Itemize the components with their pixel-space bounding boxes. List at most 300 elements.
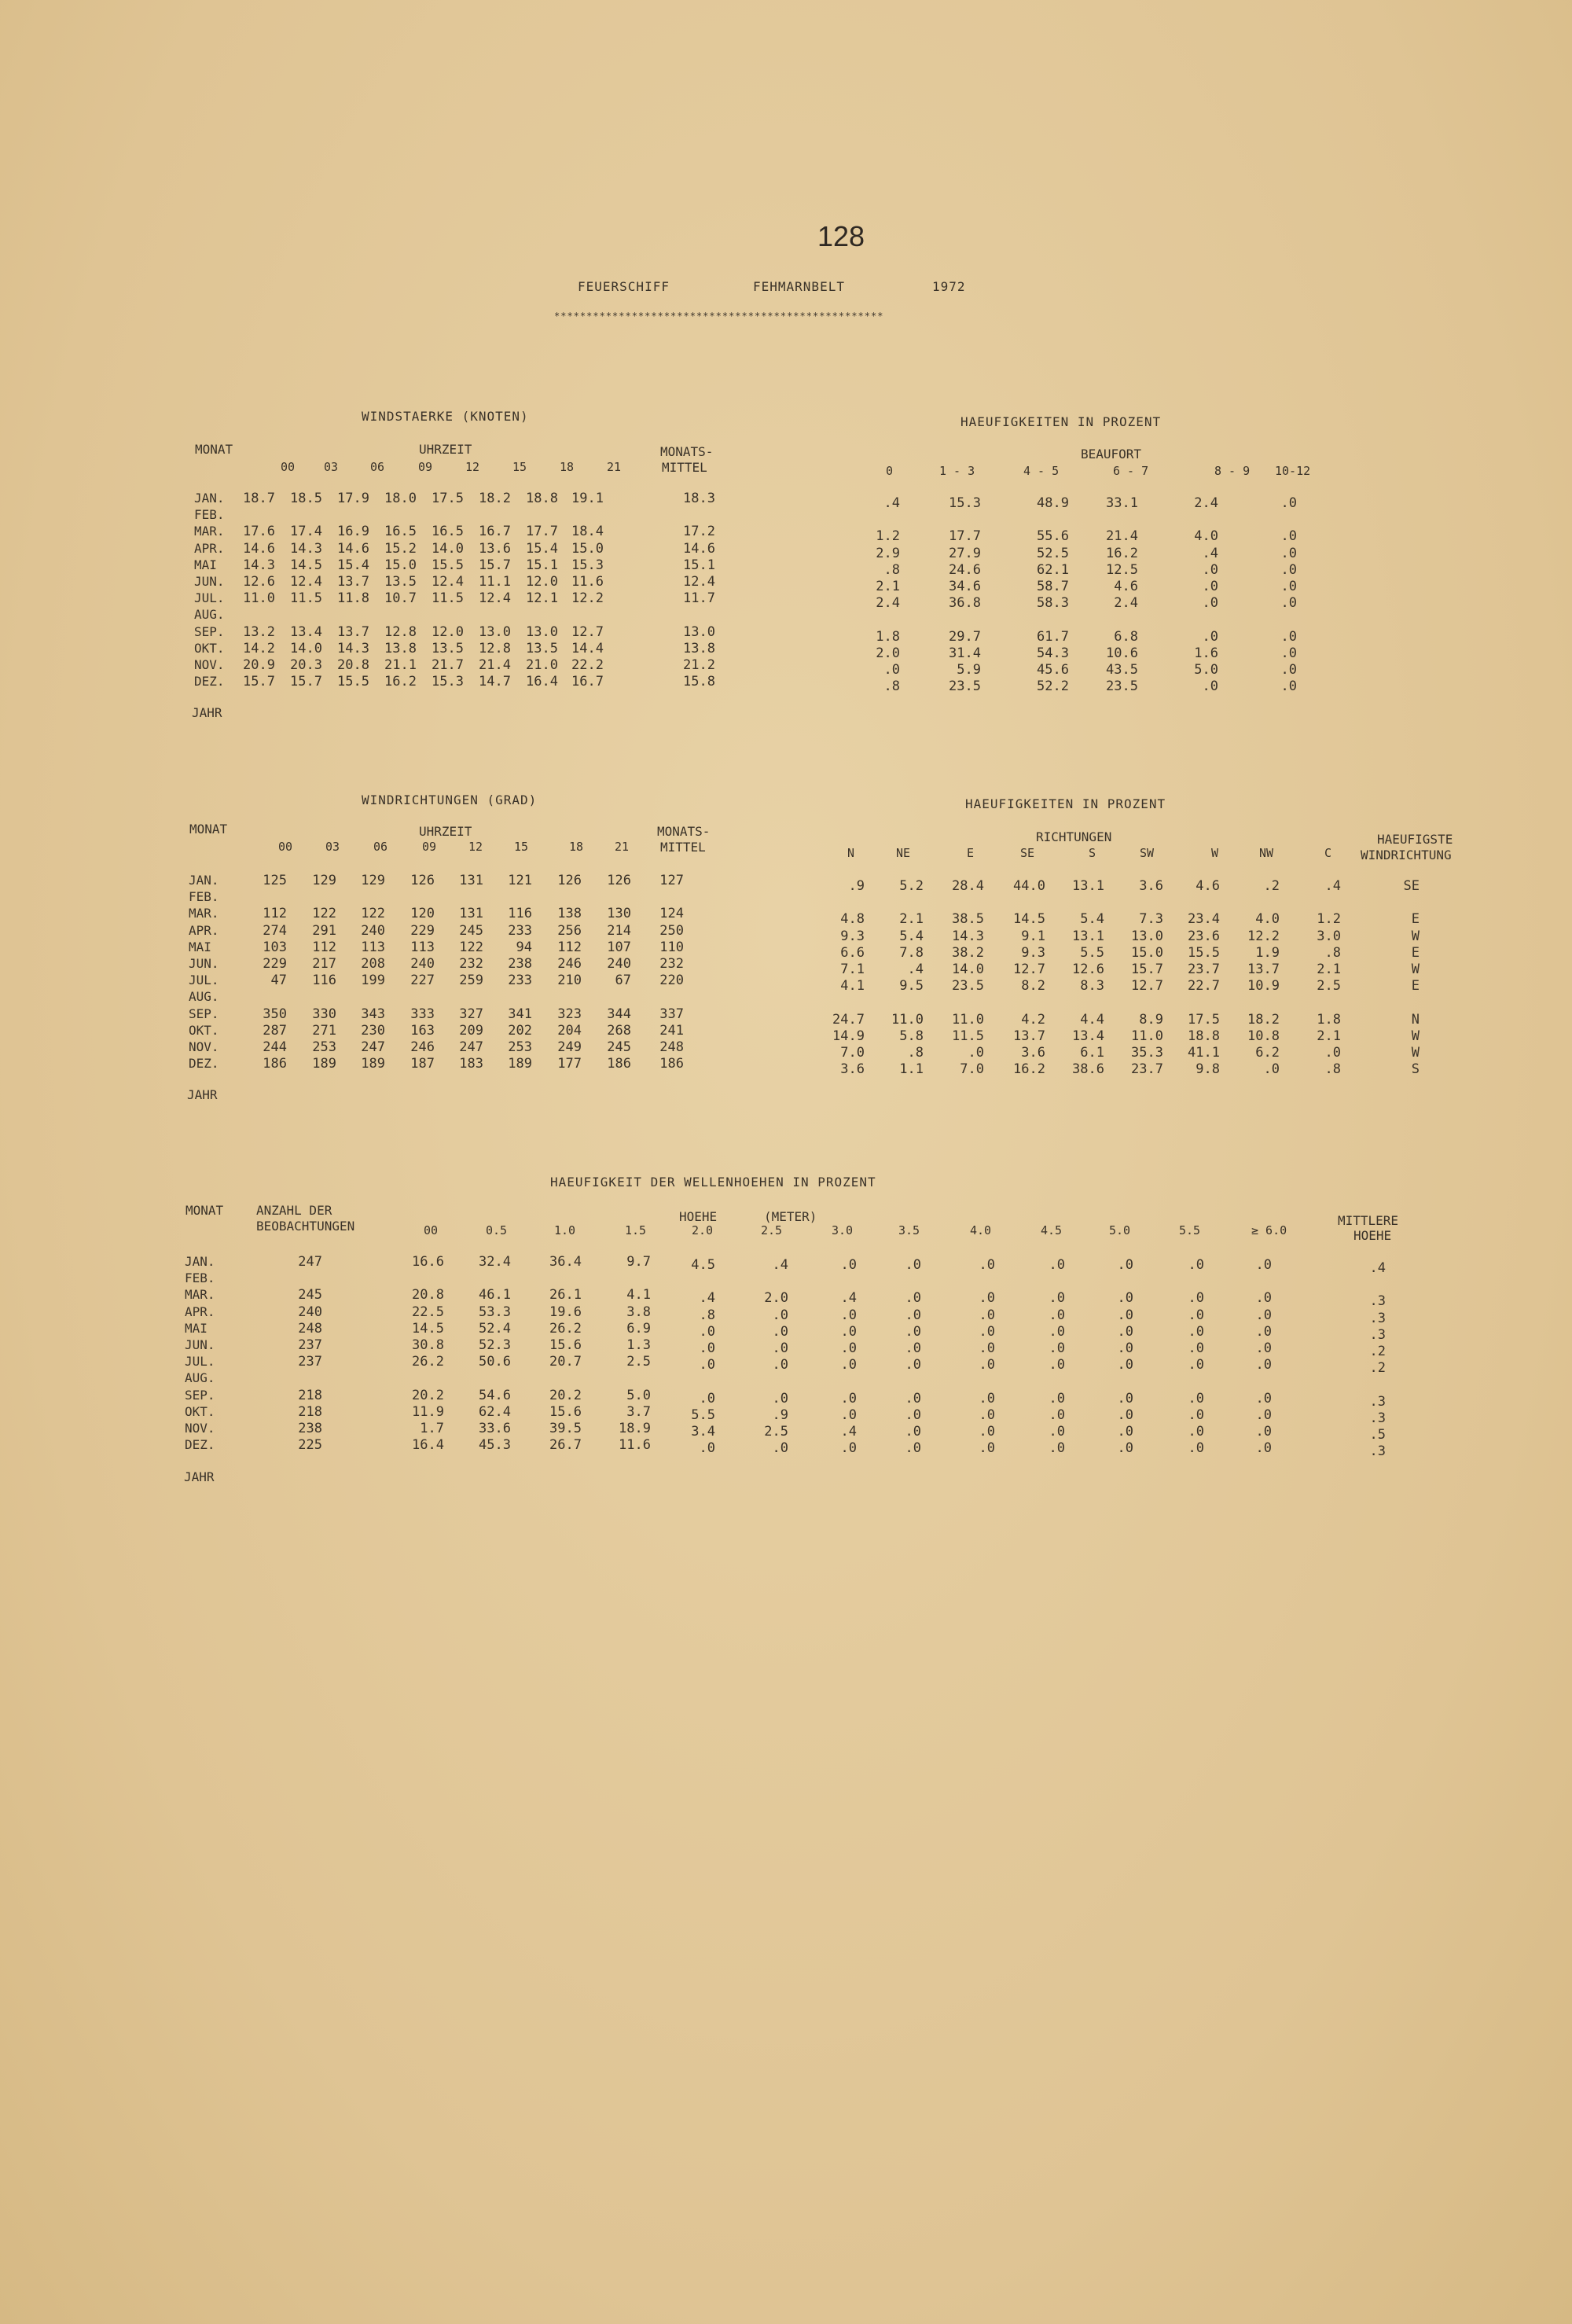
direction-freq-value: .4: [1324, 878, 1341, 894]
month-label: DEZ.: [185, 1437, 215, 1453]
station-name: FEUERSCHIFF: [578, 279, 670, 294]
wind-speed-title: WINDSTAERKE (KNOTEN): [362, 409, 529, 424]
wind-speed-value: 11.6: [571, 574, 604, 590]
wave-freq-value: .0: [1049, 1390, 1065, 1407]
wave-freq-value: .0: [1188, 1340, 1204, 1356]
hour-header: 12: [465, 460, 479, 474]
wind-speed-value: 15.0: [384, 557, 417, 573]
mean-header: HOEHE: [1353, 1228, 1392, 1243]
most-frequent-direction: SE: [1403, 878, 1420, 894]
wind-speed-value: 15.1: [683, 557, 715, 573]
wave-freq-value: 52.4: [479, 1320, 511, 1337]
beaufort-value: 4.6: [1114, 579, 1138, 594]
wave-freq-value: 50.6: [479, 1354, 511, 1370]
wave-freq-value: 20.2: [549, 1387, 582, 1403]
most-frequent-header: WINDRICHTUNG: [1361, 848, 1452, 862]
beaufort-value: 2.0: [876, 645, 900, 661]
wave-freq-value: .0: [1255, 1307, 1272, 1323]
wind-speed-value: 12.1: [526, 590, 558, 607]
wind-speed-value: 15.8: [683, 674, 715, 690]
wind-speed-value: 13.5: [526, 640, 558, 656]
wind-speed-value: 21.4: [479, 657, 511, 673]
direction-freq-value: 13.1: [1072, 928, 1104, 944]
wave-freq-value: 54.6: [479, 1387, 511, 1403]
month-label: JUL.: [189, 973, 219, 988]
beaufort-column-header: 10-12: [1275, 464, 1311, 478]
wind-direction-value: 229: [263, 956, 287, 972]
direction-freq-value: 4.0: [1255, 911, 1280, 928]
wave-column-header: 4.5: [1041, 1223, 1063, 1237]
direction-freq-value: 11.0: [891, 1011, 924, 1028]
wave-column-header: 1.5: [625, 1223, 647, 1237]
wave-freq-value: 20.2: [412, 1387, 444, 1403]
wave-freq-value: .0: [979, 1424, 995, 1440]
wave-freq-value: .0: [1255, 1424, 1272, 1440]
month-label: NOV.: [189, 1039, 219, 1054]
direction-freq-value: 7.1: [840, 962, 865, 977]
direction-column-header: SE: [1020, 846, 1035, 860]
count-header: ANZAHL DER: [256, 1203, 332, 1218]
wave-freq-value: 26.2: [549, 1320, 582, 1337]
beaufort-column-header: 1 - 3: [939, 464, 975, 478]
wave-freq-value: .0: [699, 1323, 715, 1340]
direction-freq-value: 4.8: [840, 911, 865, 928]
wave-freq-value: .0: [1049, 1407, 1065, 1423]
wave-freq-value: 46.1: [479, 1287, 511, 1304]
direction-freq-value: 23.4: [1188, 911, 1220, 928]
direction-freq-value: 12.7: [1131, 978, 1163, 995]
wave-freq-value: .0: [905, 1407, 921, 1423]
wave-freq-value: .0: [905, 1307, 921, 1323]
wind-direction-value: 217: [312, 956, 336, 972]
wave-freq-value: .0: [1049, 1323, 1065, 1340]
wind-direction-value: 138: [557, 906, 582, 922]
wind-direction-value: 177: [557, 1056, 582, 1072]
beaufort-value: .0: [1280, 645, 1297, 661]
wind-speed-value: 11.1: [479, 574, 511, 590]
beaufort-value: 58.3: [1037, 595, 1069, 612]
wave-freq-value: .0: [1188, 1424, 1204, 1440]
wave-column-header: 3.5: [898, 1223, 920, 1237]
wind-speed-value: 14.6: [243, 540, 275, 557]
direction-freq-value: .8: [907, 1045, 924, 1061]
wave-freq-value: .0: [772, 1307, 788, 1323]
wind-speed-value: 15.5: [432, 557, 464, 573]
month-label: AUG.: [194, 607, 225, 623]
year-label: JAHR: [192, 705, 222, 720]
beaufort-subtitle: BEAUFORT: [1081, 447, 1142, 461]
direction-freq-value: 4.4: [1080, 1011, 1104, 1028]
direction-freq-value: .8: [1324, 944, 1341, 961]
wave-freq-value: 26.2: [412, 1354, 444, 1370]
wind-direction-value: 208: [361, 956, 385, 972]
wave-freq-value: 3.4: [691, 1424, 715, 1440]
beaufort-value: 23.5: [949, 678, 981, 695]
wave-freq-value: .0: [840, 1440, 857, 1457]
beaufort-value: 27.9: [949, 545, 981, 561]
most-frequent-direction: W: [1411, 962, 1420, 977]
wind-direction-value: 113: [410, 939, 435, 955]
wave-freq-value: .0: [1117, 1390, 1133, 1407]
wind-direction-value: 103: [263, 939, 287, 955]
beaufort-value: 10.6: [1106, 645, 1138, 661]
wind-direction-value: 187: [410, 1056, 435, 1072]
wind-speed-value: 14.3: [337, 640, 369, 656]
wind-direction-value: 227: [410, 973, 435, 989]
hour-header: 12: [468, 840, 483, 854]
wind-direction-value: 126: [607, 873, 631, 888]
wave-freq-value: .0: [699, 1340, 715, 1356]
wind-direction-value: 186: [659, 1056, 684, 1072]
wave-freq-value: 3.8: [626, 1304, 651, 1320]
monats-header: MONATS-: [660, 444, 714, 459]
observation-count: 240: [298, 1304, 322, 1320]
wave-freq-value: 62.4: [479, 1403, 511, 1420]
wind-direction-value: 253: [508, 1039, 532, 1055]
wind-speed-value: 15.7: [290, 674, 322, 690]
beaufort-value: .8: [883, 561, 900, 578]
wave-freq-value: .0: [905, 1440, 921, 1457]
wind-direction-value: 163: [410, 1022, 435, 1039]
direction-freq-value: 4.1: [840, 978, 865, 995]
wind-speed-value: 20.3: [290, 657, 322, 673]
wave-freq-value: .0: [905, 1323, 921, 1340]
wave-column-header: 2.0: [692, 1223, 714, 1237]
wind-direction-value: 125: [263, 873, 287, 888]
direction-column-header: S: [1089, 846, 1096, 860]
wind-direction-value: 350: [263, 1006, 287, 1022]
wave-freq-value: .8: [699, 1307, 715, 1323]
wind-direction-value: 186: [263, 1056, 287, 1072]
beaufort-value: 48.9: [1037, 495, 1069, 511]
beaufort-value: .0: [1202, 678, 1218, 695]
wind-speed-value: 16.7: [479, 524, 511, 540]
wave-freq-value: 16.4: [412, 1437, 444, 1454]
wind-direction-value: 247: [459, 1039, 483, 1055]
wave-freq-value: .0: [905, 1290, 921, 1307]
wave-freq-value: .0: [1117, 1290, 1133, 1307]
wind-direction-value: 127: [659, 873, 684, 888]
beaufort-value: 12.5: [1106, 561, 1138, 578]
direction-freq-value: 12.2: [1247, 928, 1280, 944]
wind-direction-value: 110: [659, 939, 684, 955]
wind-direction-value: 238: [508, 956, 532, 972]
wind-speed-value: 12.8: [479, 640, 511, 656]
direction-freq-value: 7.0: [960, 1061, 984, 1078]
direction-freq-value: 5.5: [1080, 944, 1104, 961]
direction-column-header: W: [1211, 846, 1219, 860]
wind-direction-value: 233: [508, 922, 532, 939]
beaufort-value: .0: [1280, 561, 1297, 578]
mean-wave-height: .4: [1369, 1260, 1386, 1276]
direction-freq-value: 1.2: [1317, 911, 1341, 928]
monat-header: MONAT: [189, 822, 228, 837]
wind-speed-value: 13.4: [290, 623, 322, 640]
wind-speed-value: 14.2: [243, 640, 275, 656]
beaufort-value: 2.1: [876, 579, 900, 594]
month-label: OKT.: [189, 1022, 219, 1038]
wind-direction-value: 220: [659, 973, 684, 989]
beaufort-value: 1.8: [876, 628, 900, 645]
beaufort-value: 21.4: [1106, 528, 1138, 545]
month-label: MAR.: [189, 906, 219, 921]
wave-freq-value: .0: [1188, 1257, 1204, 1273]
month-label: SEP.: [189, 1006, 219, 1021]
direction-freq-value: 23.7: [1188, 962, 1220, 977]
wave-freq-value: 2.0: [764, 1290, 788, 1307]
month-label: JUL.: [194, 590, 225, 606]
beaufort-value: .0: [1202, 579, 1218, 594]
direction-column-header: NE: [896, 846, 911, 860]
beaufort-value: 5.9: [957, 662, 981, 678]
wind-speed-value: 17.6: [243, 524, 275, 540]
direction-freq-value: 9.3: [1021, 944, 1045, 961]
wind-direction-value: 122: [459, 939, 483, 955]
wave-freq-value: .0: [1188, 1290, 1204, 1307]
beaufort-value: 62.1: [1037, 561, 1069, 578]
wind-speed-value: 18.3: [683, 491, 715, 506]
wave-freq-value: .0: [979, 1407, 995, 1423]
wind-direction-value: 244: [263, 1039, 287, 1055]
direction-freq-value: 38.6: [1072, 1061, 1104, 1078]
wave-freq-value: .0: [840, 1407, 857, 1423]
wave-freq-value: .0: [1255, 1257, 1272, 1273]
wind-speed-value: 13.0: [683, 623, 715, 640]
month-label: NOV.: [185, 1421, 215, 1436]
wave-freq-value: 26.7: [549, 1437, 582, 1454]
direction-column-header: E: [967, 846, 975, 860]
wind-speed-value: 15.5: [337, 674, 369, 690]
waves-title: HAEUFIGKEIT DER WELLENHOEHEN IN PROZENT: [550, 1175, 876, 1190]
wind-speed-value: 21.0: [526, 657, 558, 673]
wave-freq-value: 20.8: [412, 1287, 444, 1304]
beaufort-column-header: 4 - 5: [1023, 464, 1060, 478]
hour-header: 03: [325, 840, 340, 854]
mean-header: MITTLERE: [1338, 1213, 1399, 1228]
direction-freq-value: 23.5: [952, 978, 984, 995]
wave-freq-value: .0: [905, 1257, 921, 1273]
wind-direction-value: 232: [659, 956, 684, 972]
wind-speed-value: 13.5: [432, 640, 464, 656]
wave-column-header: 5.0: [1109, 1223, 1131, 1237]
month-label: SEP.: [185, 1387, 215, 1403]
month-label: SEP.: [194, 623, 225, 639]
direction-freq-value: 14.3: [952, 928, 984, 944]
wave-freq-value: .0: [979, 1323, 995, 1340]
observation-count: 237: [298, 1354, 322, 1370]
wave-freq-value: .0: [979, 1290, 995, 1307]
direction-freq-value: 12.7: [1013, 962, 1045, 977]
beaufort-value: 58.7: [1037, 579, 1069, 594]
wave-freq-value: 39.5: [549, 1421, 582, 1436]
wind-direction-value: 202: [508, 1022, 532, 1039]
month-label: MAI: [189, 939, 211, 954]
wind-direction-value: 131: [459, 873, 483, 888]
wind-speed-value: 15.2: [384, 540, 417, 557]
wind-direction-value: 214: [607, 922, 631, 939]
wind-direction-value: 259: [459, 973, 483, 989]
beaufort-value: .0: [1280, 579, 1297, 594]
beaufort-value: 2.4: [1114, 595, 1138, 612]
wind-speed-value: 21.1: [384, 657, 417, 673]
mean-wave-height: .3: [1369, 1310, 1386, 1326]
direction-freq-value: 1.9: [1255, 944, 1280, 961]
wave-freq-value: .0: [772, 1357, 788, 1373]
wind-speed-value: 14.4: [571, 640, 604, 656]
wind-direction-value: 341: [508, 1006, 532, 1022]
wave-freq-value: .0: [979, 1390, 995, 1407]
direction-freq-value: 23.6: [1188, 928, 1220, 944]
beaufort-value: .0: [1280, 545, 1297, 561]
wave-freq-value: 4.1: [626, 1287, 651, 1304]
direction-freq-value: 44.0: [1013, 878, 1045, 894]
wind-speed-value: 14.0: [432, 540, 464, 557]
wave-freq-value: .0: [1117, 1407, 1133, 1423]
beaufort-title: HAEUFIGKEITEN IN PROZENT: [960, 414, 1162, 429]
wind-direction-value: 121: [508, 873, 532, 888]
observation-count: 218: [298, 1403, 322, 1420]
wind-direction-value: 327: [459, 1006, 483, 1022]
wind-direction-value: 343: [361, 1006, 385, 1022]
beaufort-column-header: 0: [886, 464, 894, 478]
wind-speed-value: 16.2: [384, 674, 417, 690]
beaufort-value: 24.6: [949, 561, 981, 578]
wind-direction-value: 189: [312, 1056, 336, 1072]
month-label: JUN.: [194, 574, 225, 589]
wave-freq-value: .0: [979, 1340, 995, 1356]
wave-freq-value: 1.3: [626, 1337, 651, 1353]
wind-direction-value: 229: [410, 922, 435, 939]
wave-freq-value: .0: [840, 1390, 857, 1407]
wind-direction-value: 189: [361, 1056, 385, 1072]
direction-freq-value: .2: [1263, 878, 1280, 894]
wave-column-header: ≥ 6.0: [1251, 1223, 1287, 1237]
wave-freq-value: 32.4: [479, 1254, 511, 1270]
direction-freq-value: 23.7: [1131, 1061, 1163, 1078]
hour-header: 00: [277, 840, 292, 854]
wave-freq-value: .0: [1117, 1323, 1133, 1340]
direction-freq-value: 8.9: [1139, 1011, 1163, 1028]
direction-freq-value: 28.4: [952, 878, 984, 894]
direction-freq-value: 15.0: [1131, 944, 1163, 961]
wind-speed-value: 13.5: [384, 574, 417, 590]
direction-freq-value: 11.0: [952, 1011, 984, 1028]
wave-freq-value: .4: [840, 1424, 857, 1440]
wind-direction-value: 129: [312, 873, 336, 888]
wind-speed-value: 18.8: [526, 491, 558, 506]
beaufort-value: 43.5: [1106, 662, 1138, 678]
wave-freq-value: .0: [1255, 1440, 1272, 1457]
wind-speed-value: 13.8: [384, 640, 417, 656]
wind-speed-value: 14.0: [290, 640, 322, 656]
month-label: AUG.: [189, 989, 219, 1005]
wind-speed-value: 10.7: [384, 590, 417, 607]
uhrzeit-header: UHRZEIT: [419, 824, 472, 839]
wind-speed-value: 20.9: [243, 657, 275, 673]
month-label: FEB.: [194, 507, 225, 523]
wind-speed-value: 13.7: [337, 623, 369, 640]
direction-freq-value: 1.1: [899, 1061, 924, 1078]
beaufort-value: .0: [1280, 628, 1297, 645]
direction-freq-value: 6.1: [1080, 1045, 1104, 1061]
wave-freq-value: .0: [979, 1440, 995, 1457]
beaufort-value: .0: [1280, 528, 1297, 545]
wind-direction-value: 245: [459, 922, 483, 939]
wind-direction-value: 333: [410, 1006, 435, 1022]
beaufort-value: 29.7: [949, 628, 981, 645]
beaufort-value: .0: [1202, 628, 1218, 645]
wave-freq-value: 36.4: [549, 1254, 582, 1270]
wave-freq-value: .4: [840, 1290, 857, 1307]
wave-freq-value: .0: [1255, 1340, 1272, 1356]
direction-freq-value: 18.2: [1247, 1011, 1280, 1028]
wind-direction-value: 245: [607, 1039, 631, 1055]
wave-freq-value: .0: [1255, 1323, 1272, 1340]
wind-direction-value: 240: [607, 956, 631, 972]
wave-freq-value: .0: [1255, 1290, 1272, 1307]
direction-freq-value: 14.5: [1013, 911, 1045, 928]
wind-direction-value: 233: [508, 973, 532, 989]
wind-speed-value: 11.8: [337, 590, 369, 607]
wave-freq-value: .4: [699, 1290, 715, 1307]
wind-direction-value: 67: [615, 973, 631, 989]
wave-freq-value: .0: [1188, 1357, 1204, 1373]
month-label: JAN.: [185, 1254, 215, 1269]
month-label: MAR.: [185, 1287, 215, 1303]
most-frequent-header: HAEUFIGSTE: [1377, 832, 1453, 847]
wind-direction-value: 112: [263, 906, 287, 922]
wave-freq-value: 22.5: [412, 1304, 444, 1320]
wave-freq-value: .0: [1117, 1424, 1133, 1440]
wind-speed-value: 17.7: [526, 524, 558, 540]
wind-speed-value: 18.0: [384, 491, 417, 506]
observation-count: 245: [298, 1287, 322, 1304]
wave-freq-value: .0: [979, 1357, 995, 1373]
month-label: JAN.: [194, 491, 225, 506]
wind-direction-value: 113: [361, 939, 385, 955]
beaufort-value: 5.0: [1194, 662, 1218, 678]
wave-freq-value: 2.5: [764, 1424, 788, 1440]
direction-freq-value: 3.6: [840, 1061, 865, 1078]
direction-freq-value: 35.3: [1131, 1045, 1163, 1061]
wind-speed-value: 12.4: [432, 574, 464, 590]
mean-wave-height: .3: [1369, 1443, 1386, 1460]
wind-speed-value: 14.7: [479, 674, 511, 690]
wind-speed-value: 18.7: [243, 491, 275, 506]
wave-freq-value: .0: [905, 1390, 921, 1407]
wave-freq-value: 11.9: [412, 1403, 444, 1420]
wave-freq-value: 14.5: [412, 1320, 444, 1337]
wave-freq-value: .9: [772, 1407, 788, 1423]
wind-speed-value: 16.7: [571, 674, 604, 690]
direction-freq-value: 15.7: [1131, 962, 1163, 977]
wind-speed-value: 17.5: [432, 491, 464, 506]
wind-speed-value: 13.0: [526, 623, 558, 640]
page-number: 128: [817, 220, 865, 252]
wave-freq-value: .0: [979, 1257, 995, 1273]
wind-direction-value: 247: [361, 1039, 385, 1055]
month-label: OKT.: [194, 640, 225, 656]
wind-speed-value: 20.8: [337, 657, 369, 673]
wave-freq-value: 52.3: [479, 1337, 511, 1353]
richtungen-header: RICHTUNGEN: [1036, 829, 1112, 844]
direction-freq-value: .0: [1263, 1061, 1280, 1078]
wind-speed-value: 12.2: [571, 590, 604, 607]
direction-freq-value: 14.0: [952, 962, 984, 977]
wind-speed-value: 15.1: [526, 557, 558, 573]
wind-direction-value: 131: [459, 906, 483, 922]
beaufort-value: .0: [1280, 678, 1297, 695]
